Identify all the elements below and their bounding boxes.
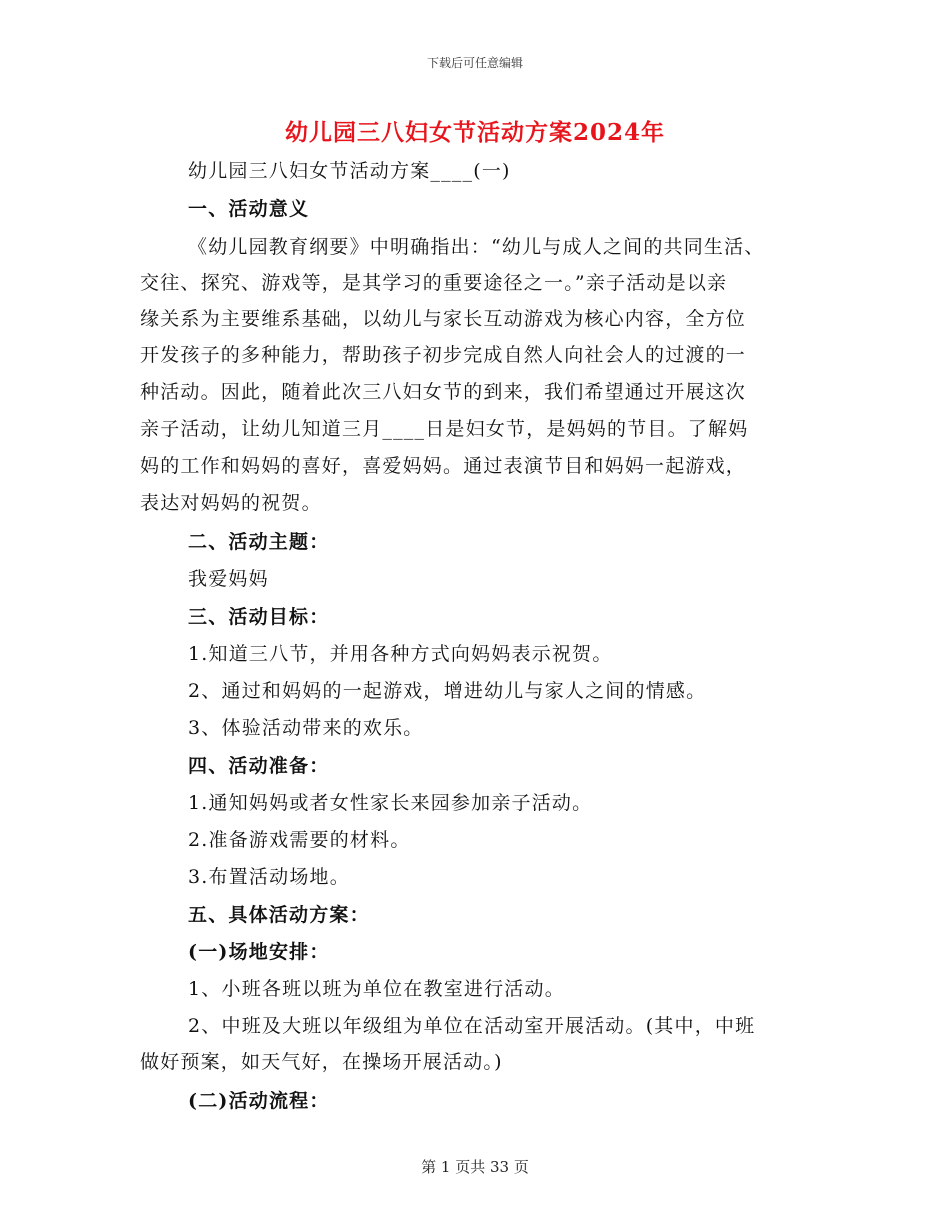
paragraph-line: 我爱妈妈	[188, 568, 269, 590]
paragraph-line: 缘关系为主要维系基础，以幼儿与家长互动游戏为核心内容，全方位	[140, 308, 747, 330]
list-item: 1、小班各班以班为单位在教室进行活动。	[188, 978, 565, 1000]
list-item: 2.准备游戏需要的材料。	[188, 829, 411, 851]
subtitle-line: 幼儿园三八妇女节活动方案____(一)	[188, 160, 511, 182]
paragraph-line: 交往、探究、游戏等，是其学习的重要途径之一。”亲子活动是以亲	[140, 272, 728, 294]
list-item: 3.布置活动场地。	[188, 866, 350, 888]
section-heading-4: 四、活动准备：	[188, 755, 330, 777]
page-footer: 第 1 页共 33 页	[421, 1158, 529, 1176]
paragraph-line: 亲子活动，让幼儿知道三月____日是妇女节，是妈妈的节目。了解妈	[140, 418, 749, 440]
paragraph-line: 《幼儿园教育纲要》中明确指出：“幼儿与成人之间的共同生活、	[188, 236, 765, 258]
section-heading-2: 二、活动主题：	[188, 531, 330, 553]
subsection-heading-1: (一)场地安排：	[188, 941, 330, 963]
section-heading-3: 三、活动目标：	[188, 606, 330, 628]
paragraph-line: 做好预案，如天气好，在操场开展活动。)	[140, 1051, 503, 1073]
paragraph-line: 表达对妈妈的祝贺。	[140, 492, 322, 514]
paragraph-line: 开发孩子的多种能力，帮助孩子初步完成自然人向社会人的过渡的一	[140, 344, 747, 366]
section-heading-5: 五、具体活动方案：	[188, 904, 370, 926]
list-item: 2、通过和妈妈的一起游戏，增进幼儿与家人之间的情感。	[188, 680, 707, 702]
paragraph-line: 种活动。因此，随着此次三八妇女节的到来，我们希望通过开展这次	[140, 381, 747, 403]
page-header: 下载后可任意编辑	[426, 56, 523, 70]
list-item: 1.通知妈妈或者女性家长来园参加亲子活动。	[188, 792, 593, 814]
list-item: 1.知道三八节，并用各种方式向妈妈表示祝贺。	[188, 643, 613, 665]
section-heading-1: 一、活动意义	[188, 198, 310, 220]
document-title: 幼儿园三八妇女节活动方案2024年	[284, 119, 665, 146]
paragraph-line: 妈的工作和妈妈的喜好，喜爱妈妈。通过表演节目和妈妈一起游戏，	[140, 455, 747, 477]
list-item: 3、体验活动带来的欢乐。	[188, 717, 424, 739]
list-item: 2、中班及大班以年级组为单位在活动室开展活动。(其中，中班	[188, 1015, 756, 1037]
subsection-heading-2: (二)活动流程：	[188, 1090, 330, 1112]
